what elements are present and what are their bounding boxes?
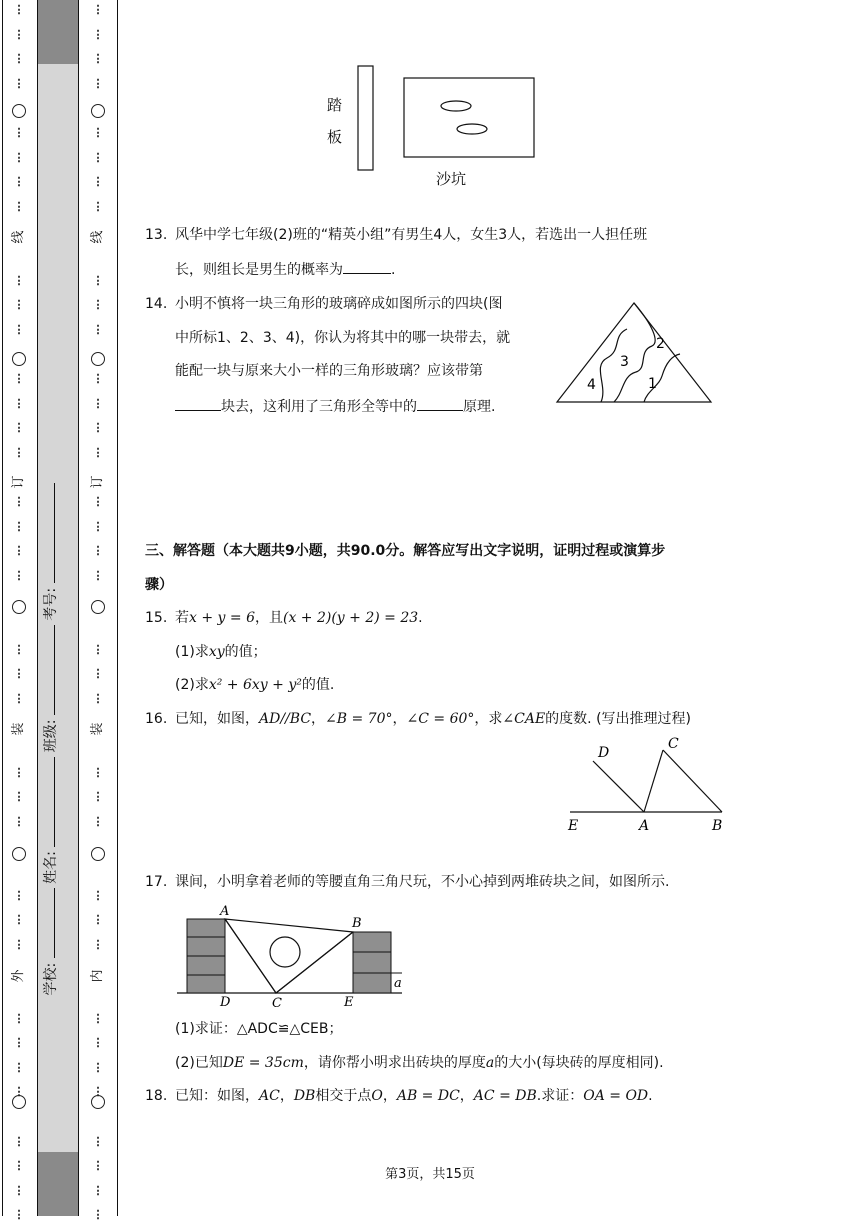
piece-label-2: 2 (656, 336, 665, 352)
q17-part1: (1)求证：△ADC≌△CEB； (175, 1021, 343, 1037)
margin-dots: ⋮ (92, 1208, 104, 1221)
q15-part2 (175, 675, 334, 695)
margin-word-ding: 订 (11, 475, 26, 489)
margin-dots: ⋮ (92, 790, 104, 804)
margin-dots: ⋮ (13, 150, 25, 164)
piece-label-3: 3 (620, 354, 629, 370)
footprint-1 (441, 101, 471, 111)
q13-number: 13. (145, 227, 168, 243)
margin-border-right (117, 0, 118, 1216)
margin-dots: ⋮ (13, 937, 25, 951)
margin-dots: ⋮ (13, 1159, 25, 1173)
margin-dots: ⋮ (13, 298, 25, 312)
piece-label-1: 1 (648, 376, 657, 392)
q13-answer-blank[interactable] (343, 259, 391, 274)
footprint-2 (457, 124, 487, 134)
q17-label-B: B (352, 916, 362, 931)
q18-text-b: ， (279, 1088, 294, 1104)
q17-part2 (175, 1053, 664, 1073)
margin-word-xian: 线 (90, 230, 105, 244)
class-blank[interactable] (40, 625, 55, 715)
margin-dots: ⋮ (13, 1134, 25, 1148)
q14-text1: 小明不慎将一块三角形的玻璃碎成如图所示的四块(图 (175, 296, 503, 312)
margin-dots: ⋮ (92, 814, 104, 828)
q18-text-a: 已知：如图， (175, 1088, 259, 1104)
margin-circle (12, 847, 26, 861)
margin-dots: ⋮ (13, 1085, 25, 1099)
q16-text-a: 已知，如图， (175, 711, 259, 727)
q15-eq1: x + y = 6 (189, 610, 255, 626)
q16-eq3: ∠C = 60° (406, 711, 475, 727)
margin-dots: ⋮ (13, 1060, 25, 1074)
margin-dots: ⋮ (92, 175, 104, 189)
section3-heading-line2: 骤） (145, 577, 173, 593)
margin-dots: ⋮ (92, 1134, 104, 1148)
margin-dots: ⋮ (13, 667, 25, 681)
piece-label-4: 4 (587, 377, 596, 393)
margin-dots: ⋮ (13, 175, 25, 189)
margin-dots: ⋮ (92, 544, 104, 558)
q17-label-A: A (220, 904, 230, 919)
q17-text1: 课间，小明拿着老师的等腰直角三角尺玩，不小心掉到两堆砖块之间，如图所示. (175, 874, 670, 890)
margin-word-xian: 线 (11, 230, 26, 244)
q16-number: 16. (145, 711, 168, 727)
margin-circle (12, 104, 26, 118)
q18-text-f: .求证： (536, 1088, 584, 1104)
margin-dots: ⋮ (13, 126, 25, 139)
line-DA (593, 761, 644, 812)
q18-eq6: OA = OD (583, 1088, 649, 1104)
band-dark-bottom (38, 1152, 78, 1216)
exam-no-label: 考号: (43, 587, 59, 621)
margin-dots: ⋮ (92, 199, 104, 213)
q17-part2-var: a (485, 1055, 495, 1071)
margin-dots: ⋮ (13, 52, 25, 66)
q18-eq4: AB = DC (396, 1088, 460, 1104)
margin-word-zhuang: 装 (90, 722, 105, 736)
margin-dots: ⋮ (92, 322, 104, 336)
margin-dots: ⋮ (13, 568, 25, 582)
q16-label-D: D (598, 745, 610, 761)
margin-dots: ⋮ (13, 1183, 25, 1197)
q18-line1 (145, 1086, 653, 1106)
margin-word-inner_word: 内 (90, 969, 105, 983)
margin-dots: ⋮ (13, 372, 25, 385)
q16-label-B: B (712, 818, 723, 834)
q17-label-C: C (272, 996, 282, 1010)
q18-eq5: AC = DB (473, 1088, 537, 1104)
q14-line2: 中所标1、2、3、4)，你认为将其中的哪一块带去，就 (175, 330, 511, 346)
q14-text4a: 块去，这利用了三角形全等中的 (221, 399, 417, 415)
q16-text-b: ， (311, 711, 326, 727)
margin-dots: ⋮ (92, 765, 104, 779)
q15-number: 15. (145, 610, 168, 626)
class-label: 班级: (43, 719, 59, 753)
pit-rect (404, 78, 534, 157)
margin-word-outer_word: 外 (11, 969, 26, 983)
q16-figure (560, 735, 730, 835)
margin-circle (12, 352, 26, 366)
q17-label-D: D (220, 995, 231, 1010)
q16-eq1: AD//BC (259, 711, 312, 727)
margin-dots: ⋮ (92, 372, 104, 385)
board-label-1: 踏 (327, 96, 343, 114)
board-rect (358, 66, 373, 170)
margin-dots: ⋮ (92, 1085, 104, 1099)
q16-text-c: ， (392, 711, 407, 727)
margin-dots: ⋮ (92, 667, 104, 681)
margin-dots: ⋮ (92, 1036, 104, 1050)
margin-dots: ⋮ (13, 445, 25, 459)
q15-text-c: . (418, 610, 423, 626)
q15-line1 (145, 608, 423, 628)
school-label: 学校: (43, 962, 59, 996)
margin-dots: ⋮ (92, 913, 104, 927)
margin-dots: ⋮ (13, 495, 25, 508)
broken-triangle-figure (552, 296, 717, 408)
q15-part2-eq: x² + 6xy + y² (208, 677, 302, 693)
margin-dots: ⋮ (13, 396, 25, 410)
margin-circle (91, 352, 105, 366)
margin-border-left (2, 0, 3, 1216)
margin-dots: ⋮ (13, 3, 25, 16)
q17-bricks-figure (172, 900, 412, 1010)
margin-dots: ⋮ (92, 495, 104, 508)
q17-label-a: a (394, 976, 402, 991)
margin-dots: ⋮ (13, 273, 25, 287)
margin-dots: ⋮ (13, 199, 25, 213)
margin-circle (12, 1095, 26, 1109)
margin-dots: ⋮ (13, 765, 25, 779)
margin-dots: ⋮ (92, 273, 104, 287)
margin-dots: ⋮ (92, 3, 104, 16)
q15-part1-b: 的值； (224, 644, 267, 660)
margin-dots: ⋮ (92, 642, 104, 656)
margin-dots: ⋮ (92, 568, 104, 582)
exam-no-blank[interactable] (40, 484, 55, 584)
q14-line4 (175, 396, 495, 417)
q16-line1 (145, 709, 691, 729)
q17-line1 (145, 872, 669, 892)
q18-text-d: ， (382, 1088, 397, 1104)
margin-dots: ⋮ (13, 888, 25, 902)
margin-dots: ⋮ (92, 396, 104, 410)
margin-dots: ⋮ (92, 52, 104, 66)
margin-dots: ⋮ (92, 1159, 104, 1173)
q16-eq4: ∠CAE (502, 711, 546, 727)
margin-dots: ⋮ (13, 691, 25, 705)
sand-pit-figure (320, 60, 550, 195)
q13-line1 (145, 225, 647, 245)
section3-heading-line1: 三、解答题（本大题共9小题，共90.0分。解答应写出文字说明，证明过程或演算步 (145, 543, 666, 559)
margin-dots: ⋮ (92, 126, 104, 139)
line-AC (644, 750, 663, 812)
q16-label-C: C (668, 736, 679, 752)
q14-number: 14. (145, 296, 168, 312)
margin-dots: ⋮ (13, 544, 25, 558)
q18-number: 18. (145, 1088, 168, 1104)
name-label: 姓名: (43, 851, 59, 884)
margin-circle (91, 1095, 105, 1109)
margin-word-zhuang: 装 (11, 722, 26, 736)
page-footer: 第3页，共15页 (385, 1167, 475, 1182)
ruler-hole (270, 937, 300, 967)
margin-circle (91, 847, 105, 861)
margin-dots: ⋮ (92, 298, 104, 312)
margin-dots: ⋮ (13, 519, 25, 533)
student-info-labels (40, 260, 80, 1030)
q15-part2-a: (2)求 (175, 677, 209, 693)
q15-part1-a: (1)求 (175, 644, 209, 660)
margin-dots: ⋮ (92, 1183, 104, 1197)
margin-dots: ⋮ (92, 937, 104, 951)
margin-dots: ⋮ (92, 421, 104, 435)
q18-text-c: 相交于点 (315, 1088, 372, 1104)
margin-word-ding: 订 (90, 475, 105, 489)
margin-circle (91, 600, 105, 614)
margin-dots: ⋮ (92, 76, 104, 90)
q13-text1: 风华中学七年级(2)班的“精英小组”有男生4人，女生3人，若选出一人担任班 (175, 227, 648, 243)
q14-blank-2[interactable] (417, 396, 463, 411)
q17-part2-eq: DE = 35cm (222, 1055, 304, 1071)
q17-number: 17. (145, 874, 168, 890)
q18-eq1: AC (259, 1088, 280, 1104)
q15-eq2: (x + 2)(y + 2) = 23 (282, 610, 419, 626)
outer-dotted-column (9, 0, 29, 1221)
margin-dots: ⋮ (13, 1011, 25, 1025)
q17-part2-a: (2)已知 (175, 1055, 223, 1071)
margin-dots: ⋮ (92, 691, 104, 705)
q14-blank-1[interactable] (175, 396, 221, 411)
margin-dots: ⋮ (13, 27, 25, 41)
q15-text-b: ，且 (254, 610, 283, 626)
margin-dots: ⋮ (13, 76, 25, 90)
q13-line2 (175, 259, 395, 280)
margin-dots: ⋮ (92, 27, 104, 41)
q15-part1 (175, 642, 267, 662)
board-label-2: 板 (327, 128, 343, 146)
school-blank[interactable] (40, 888, 55, 958)
q14-text4b: 原理. (463, 399, 496, 415)
q16-eq2: ∠B = 70° (325, 711, 393, 727)
q17-part2-c: 的大小(每块砖的厚度相同). (494, 1055, 664, 1071)
margin-dots: ⋮ (92, 519, 104, 533)
q14-line3: 能配一块与原来大小一样的三角形玻璃？应该带第 (175, 363, 483, 379)
q16-text-d: ，求 (474, 711, 503, 727)
q17-part2-b: ，请你帮小明求出砖块的厚度 (303, 1055, 486, 1071)
q13-text2: 长，则组长是男生的概率为 (175, 262, 343, 278)
q16-text-e: 的度数. (写出推理过程) (545, 711, 691, 727)
margin-dots: ⋮ (92, 888, 104, 902)
margin-circle (91, 104, 105, 118)
q13-text2-end: . (391, 262, 396, 278)
margin-dots: ⋮ (92, 150, 104, 164)
q18-eq2: DB (293, 1088, 316, 1104)
q14-line1 (145, 294, 502, 314)
q15-text-a: 若 (175, 610, 189, 626)
band-dark-top (38, 0, 78, 64)
q16-label-E: E (568, 818, 579, 834)
line-CB (663, 750, 722, 812)
pit-label: 沙坑 (436, 170, 467, 188)
triangle-ruler (225, 919, 353, 993)
margin-circle (12, 600, 26, 614)
margin-dots: ⋮ (13, 1036, 25, 1050)
q18-text-e: ， (459, 1088, 474, 1104)
q15-part2-b: 的值. (301, 677, 335, 693)
q18-eq3: O (371, 1088, 383, 1104)
margin-dots: ⋮ (13, 642, 25, 656)
margin-dots: ⋮ (13, 814, 25, 828)
right-brick-stack (353, 932, 391, 993)
q16-label-A: A (639, 818, 650, 834)
margin-dots: ⋮ (13, 1208, 25, 1221)
inner-dotted-column (88, 0, 108, 1221)
margin-dots: ⋮ (13, 790, 25, 804)
margin-dots: ⋮ (92, 445, 104, 459)
q18-text-g: . (648, 1088, 653, 1104)
q15-part1-eq: xy (208, 644, 225, 660)
margin-dots: ⋮ (13, 322, 25, 336)
margin-dots: ⋮ (13, 913, 25, 927)
triangle-outline (557, 303, 711, 402)
name-blank[interactable] (40, 757, 55, 847)
margin-dots: ⋮ (92, 1011, 104, 1025)
q17-label-E: E (344, 995, 354, 1010)
margin-dots: ⋮ (13, 421, 25, 435)
margin-dots: ⋮ (92, 1060, 104, 1074)
